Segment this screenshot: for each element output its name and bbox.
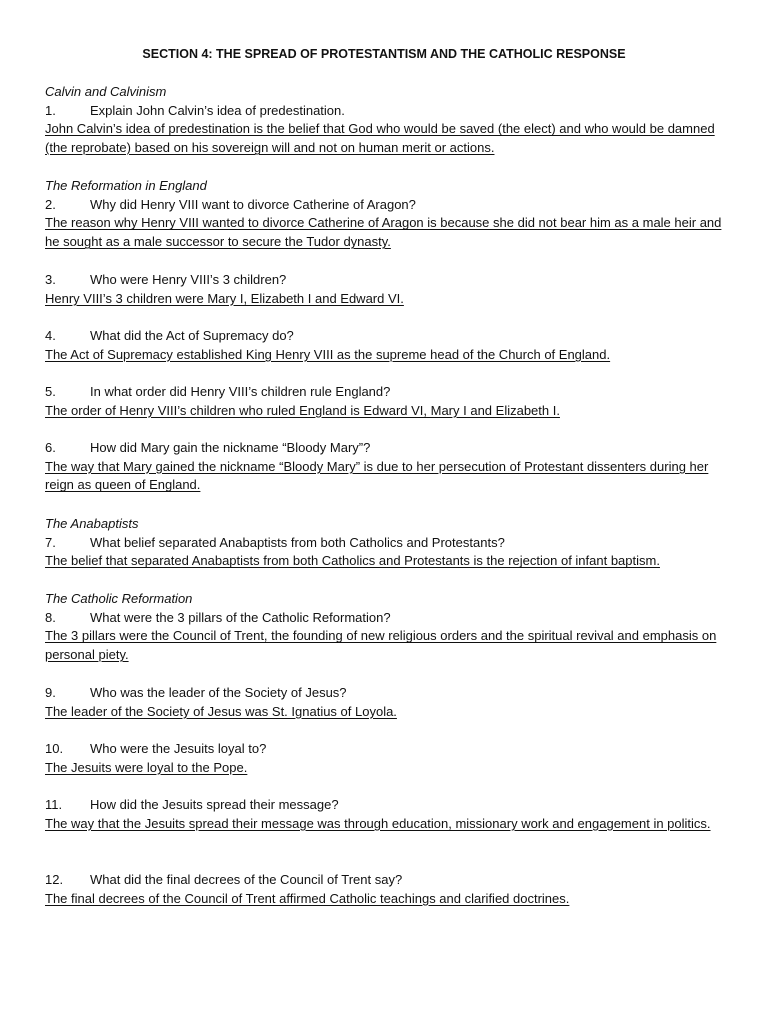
question-text: What did the Act of Supremacy do? [90, 328, 294, 343]
question-text: Explain John Calvin’s idea of predestination. [90, 102, 345, 118]
question-block-6 [45, 439, 725, 495]
section-heading: The Catholic Reformation [45, 591, 193, 606]
question-number: 8. [45, 609, 56, 625]
question-6 [45, 439, 725, 458]
question-text: Who was the leader of the Society of Jesus? [90, 685, 347, 700]
answer-9: The leader of the Society of Jesus was St. Ignatius of Loyola. [45, 703, 397, 719]
question-text: Who were Henry VIII’s 3 children? [90, 272, 287, 287]
answer-4: The Act of Supremacy established King Henry VIII as the supreme head of the Church of England. [45, 346, 611, 362]
question-2 [45, 196, 725, 215]
question-number: 10. [45, 741, 64, 756]
question-number: 3. [45, 272, 56, 287]
question-number: 2. [45, 196, 56, 212]
question-text: In what order did Henry VIII’s children rule England? [90, 384, 391, 399]
question-text: What did the final decrees of the Council of Trent say? [90, 872, 403, 887]
question-block-3 [45, 271, 725, 308]
question-block-12 [45, 871, 725, 908]
answer-1: John Calvin’s idea of predestination is the belief that God who would be saved (the elect) and who would be damned (the reprobate) based on his sovereign will and not on human merit or actions. [45, 121, 715, 156]
answer-10: The Jesuits were loyal to the Pope. [45, 759, 248, 775]
question-block-9 [45, 684, 725, 721]
question-text: How did the Jesuits spread their message? [90, 797, 339, 812]
question-text: Why did Henry VIII want to divorce Catherine of Aragon? [90, 196, 416, 212]
question-block-5 [45, 383, 725, 420]
question-block-4 [45, 327, 725, 364]
question-block-11 [45, 796, 725, 833]
document-title: SECTION 4: THE SPREAD OF PROTESTANTISM AND THE CATHOLIC RESPONSE [142, 47, 626, 61]
question-number: 4. [45, 328, 56, 343]
answer-6: The way that Mary gained the nickname “Bloody Mary” is due to her persecution of Protestant dissenters during her reign as queen of England. [45, 458, 709, 493]
question-7 [45, 534, 725, 553]
question-number: 1. [45, 102, 56, 118]
answer-2: The reason why Henry VIII wanted to divorce Catherine of Aragon is because she did not bear him as a male heir and he sought as a male successor to secure the Tudor dynasty. [45, 215, 722, 250]
question-number: 9. [45, 685, 56, 700]
question-number: 5. [45, 384, 56, 399]
question-block-10 [45, 740, 725, 777]
question-3 [45, 271, 725, 290]
section-calvin [45, 83, 725, 158]
answer-11: The way that the Jesuits spread their message was through education, missionary work and engagement in politics. [45, 815, 711, 831]
question-text: Who were the Jesuits loyal to? [90, 741, 267, 756]
question-number: 12. [45, 872, 64, 887]
question-9 [45, 684, 725, 703]
answer-7: The belief that separated Anabaptists from both Catholics and Protestants is the rejection of infant baptism. [45, 553, 660, 569]
question-1 [45, 102, 725, 121]
section-anabaptists [45, 515, 725, 571]
question-number: 6. [45, 440, 56, 455]
question-8 [45, 609, 725, 628]
section-heading: The Anabaptists [45, 516, 139, 531]
answer-12: The final decrees of the Council of Trent affirmed Catholic teachings and clarified doctrines. [45, 890, 570, 906]
question-5 [45, 383, 725, 402]
answer-5: The order of Henry VIII’s children who ruled England is Edward VI, Mary I and Elizabeth I. [45, 402, 560, 418]
question-10 [45, 740, 725, 759]
question-number: 11. [45, 797, 63, 812]
section-reformation-england [45, 177, 725, 252]
answer-8: The 3 pillars were the Council of Trent, the founding of new religious orders and the spiritual revival and emphasis on personal piety. [45, 628, 717, 663]
section-heading: Calvin and Calvinism [45, 84, 167, 99]
question-text: What were the 3 pillars of the Catholic Reformation? [90, 609, 391, 625]
question-text: What belief separated Anabaptists from both Catholics and Protestants? [90, 534, 505, 550]
question-text: How did Mary gain the nickname “Bloody Mary”? [90, 440, 371, 455]
question-number: 7. [45, 534, 56, 550]
answer-3: Henry VIII’s 3 children were Mary I, Elizabeth I and Edward VI. [45, 290, 404, 306]
section-heading: The Reformation in England [45, 178, 207, 193]
question-11 [45, 796, 725, 815]
section-catholic-reformation [45, 590, 725, 665]
question-12 [45, 871, 725, 890]
question-4 [45, 327, 725, 346]
